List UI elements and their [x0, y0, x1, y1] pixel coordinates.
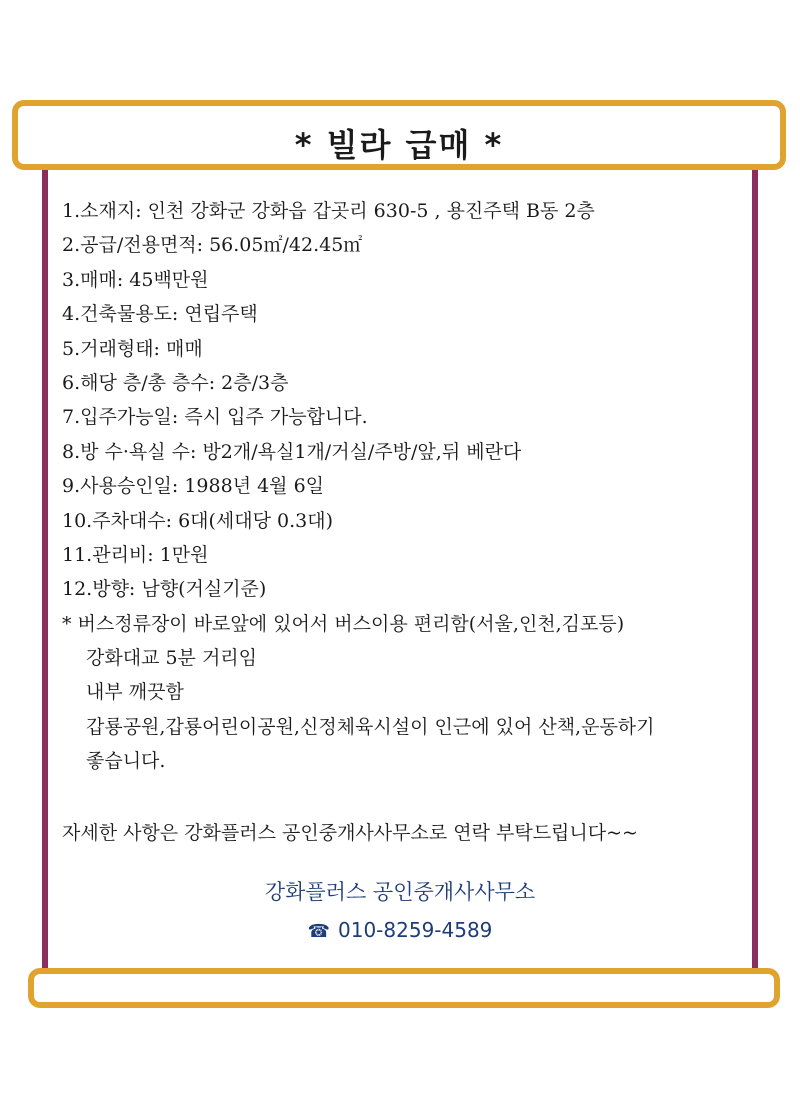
detail-item-location: 1.소재지: 인천 강화군 강화읍 갑곳리 630-5 , 용진주택 B동 2층	[62, 200, 595, 222]
detail-item-move-in: 7.입주가능일: 즉시 입주 가능합니다.	[62, 406, 368, 429]
detail-item-price: 3.매매: 45백만원	[62, 268, 209, 291]
listing-details	[62, 194, 752, 779]
page-title: * 빌라 급매 *	[294, 126, 504, 164]
note-parks-cont: 좋습니다.	[86, 750, 166, 773]
phone-number-row	[0, 918, 800, 942]
top-scroll-banner	[12, 100, 786, 170]
note-bus-stop: * 버스정류장이 바로앞에 있어서 버스이용 편리함(서울,인천,김포등)	[62, 612, 625, 635]
detail-item-floor: 6.해당 층/총 층수: 2층/3층	[62, 371, 289, 394]
office-name: 강화플러스 공인중개사사무소	[264, 880, 536, 904]
detail-item-rooms: 8.방 수·욕실 수: 방2개/욕실1개/거실/주방/앞,뒤 베란다	[62, 440, 522, 463]
detail-item-parking: 10.주차대수: 6대(세대당 0.3대)	[62, 509, 334, 532]
phone-icon: ☎	[307, 921, 330, 942]
detail-item-direction: 12.방향: 남향(거실기준)	[62, 578, 267, 601]
bottom-scroll-bar	[28, 968, 780, 1008]
detail-item-approval-date: 9.사용승인일: 1988년 4월 6일	[62, 475, 325, 498]
notes-section	[62, 607, 752, 779]
phone-number: 010-8259-4589	[338, 918, 493, 942]
detail-item-area: 2.공급/전용면적: 56.05㎡/42.45㎡	[62, 234, 363, 257]
contact-message: 자세한 사항은 강화플러스 공인중개사사무소로 연락 부탁드립니다~~	[62, 822, 638, 844]
note-interior: 내부 깨끗함	[86, 681, 184, 704]
detail-item-building-use: 4.건축물용도: 연립주택	[62, 303, 258, 326]
detail-list	[62, 194, 752, 607]
detail-item-deal-type: 5.거래형태: 매매	[62, 337, 203, 360]
note-parks: 갑룡공원,갑룡어린이공원,신정체육시설이 인근에 있어 산책,운동하기	[86, 715, 655, 738]
detail-item-maintenance-fee: 11.관리비: 1만원	[62, 543, 209, 566]
note-bridge: 강화대교 5분 거리임	[86, 647, 257, 670]
